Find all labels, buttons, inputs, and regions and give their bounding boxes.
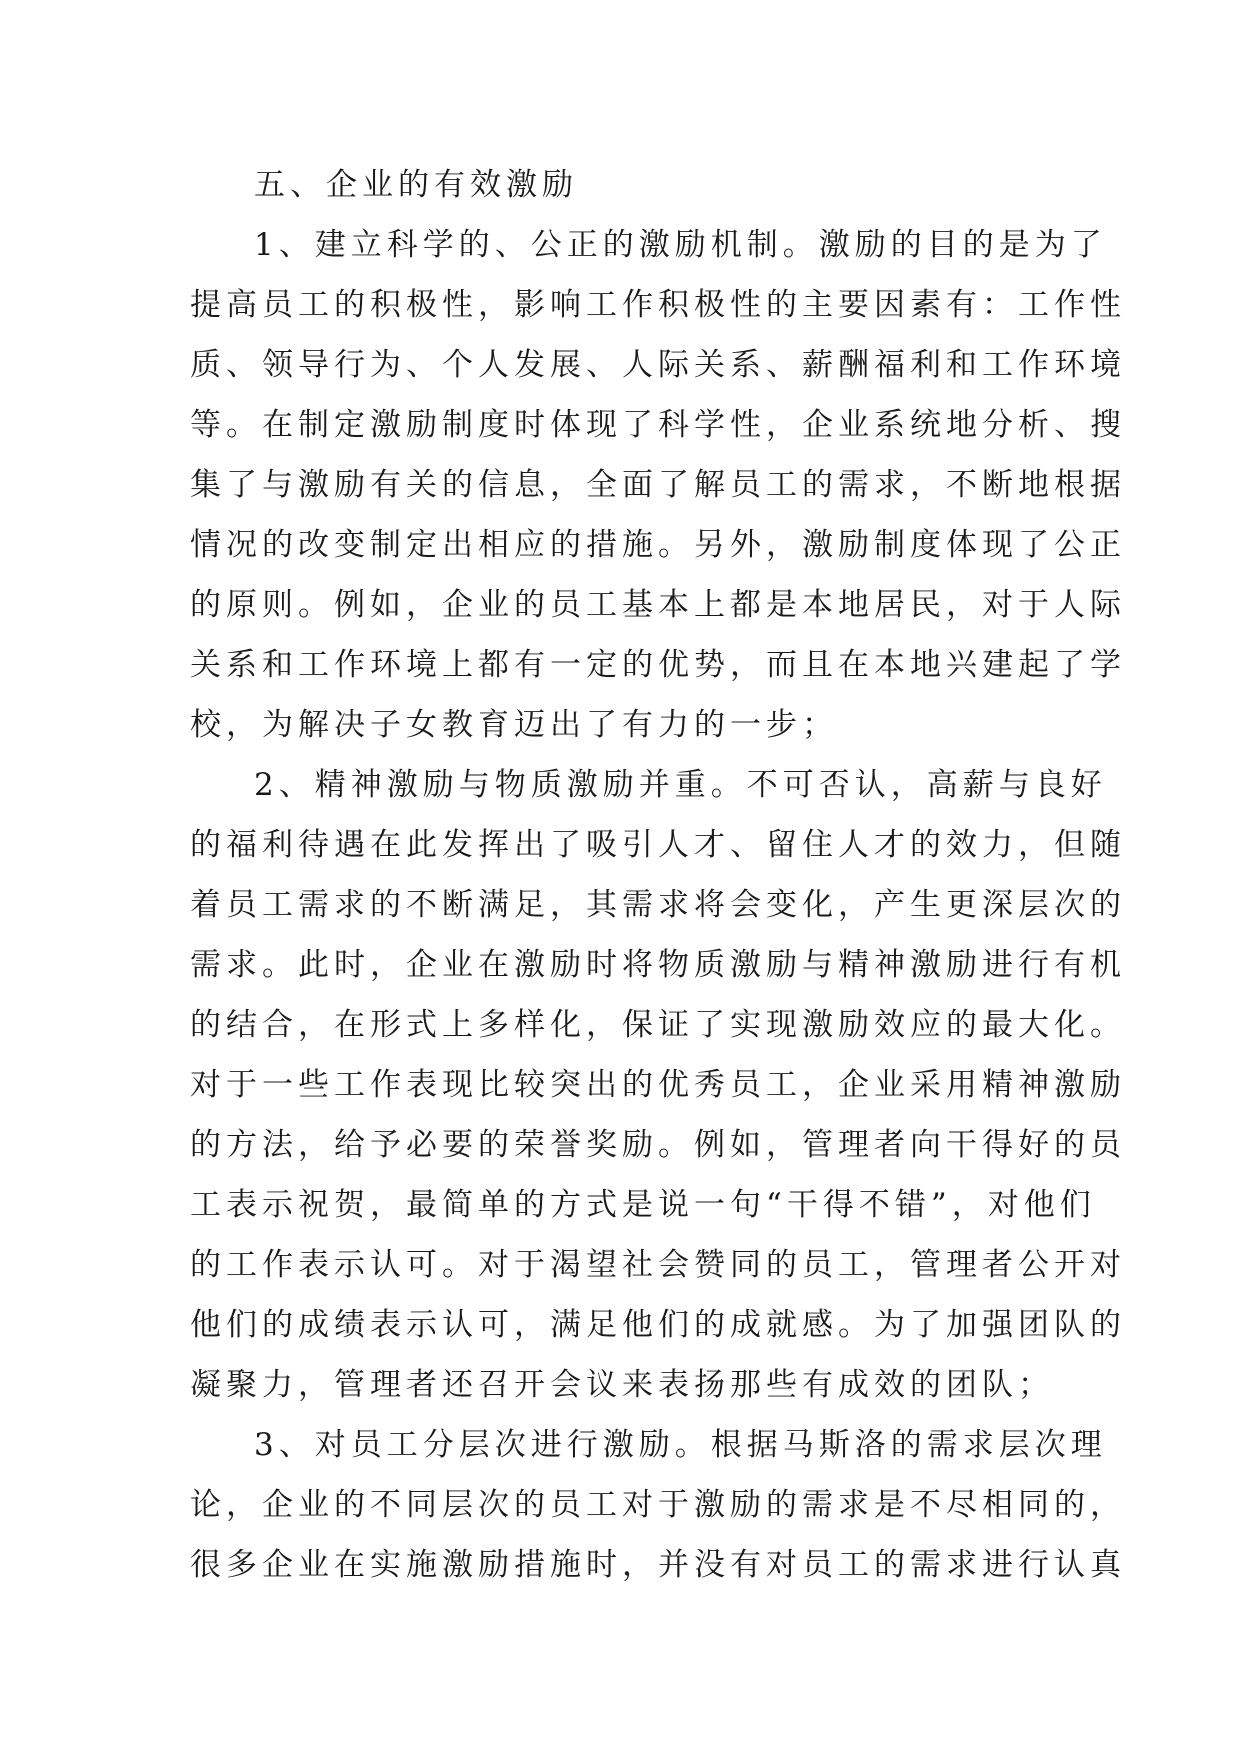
paragraph-line: 的方法，给予必要的荣誉奖励。例如，管理者向干得好的员 — [190, 1127, 1126, 1163]
paragraph-line: 的结合，在形式上多样化，保证了实现激励效应的最大化。 — [190, 1007, 1126, 1043]
paragraph-line: 论，企业的不同层次的员工对于激励的需求是不尽相同的， — [190, 1487, 1126, 1523]
paragraph-line: 等。在制定激励制度时体现了科学性，企业系统地分析、搜 — [190, 407, 1126, 443]
paragraph-line: 需求。此时，企业在激励时将物质激励与精神激励进行有机 — [190, 947, 1126, 983]
paragraph-line: 关系和工作环境上都有一定的优势，而且在本地兴建起了学 — [190, 647, 1126, 683]
paragraph-line: 工表示祝贺，最简单的方式是说一句“干得不错”，对他们 — [190, 1187, 1096, 1223]
paragraph-line: 的原则。例如，企业的员工基本上都是本地居民，对于人际 — [190, 587, 1126, 623]
section-heading: 五、企业的有效激励 — [254, 167, 578, 203]
paragraph-line: 1、建立科学的、公正的激励机制。激励的目的是为了 — [254, 227, 1107, 263]
paragraph-line: 情况的改变制定出相应的措施。另外，激励制度体现了公正 — [190, 527, 1126, 563]
paragraph-line: 对于一些工作表现比较突出的优秀员工，企业采用精神激励 — [190, 1067, 1126, 1103]
paragraph-line: 2、精神激励与物质激励并重。不可否认，高薪与良好 — [254, 767, 1107, 803]
paragraph-line: 校，为解决子女教育迈出了有力的一步； — [190, 707, 838, 743]
paragraph-line: 提高员工的积极性，影响工作积极性的主要因素有：工作性 — [190, 287, 1126, 323]
paragraph-line: 着员工需求的不断满足，其需求将会变化，产生更深层次的 — [190, 887, 1126, 923]
paragraph-line: 的福利待遇在此发挥出了吸引人才、留住人才的效力，但随 — [190, 827, 1126, 863]
paragraph-line: 3、对员工分层次进行激励。根据马斯洛的需求层次理 — [254, 1427, 1107, 1463]
paragraph-line: 很多企业在实施激励措施时，并没有对员工的需求进行认真 — [190, 1547, 1126, 1583]
paragraph-line: 的工作表示认可。对于渴望社会赞同的员工，管理者公开对 — [190, 1247, 1126, 1283]
paragraph-line: 他们的成绩表示认可，满足他们的成就感。为了加强团队的 — [190, 1307, 1126, 1343]
paragraph-line: 集了与激励有关的信息，全面了解员工的需求，不断地根据 — [190, 467, 1126, 503]
paragraph-line: 质、领导行为、个人发展、人际关系、薪酬福利和工作环境 — [190, 347, 1126, 383]
paragraph-line: 凝聚力，管理者还召开会议来表扬那些有成效的团队； — [190, 1367, 1054, 1403]
